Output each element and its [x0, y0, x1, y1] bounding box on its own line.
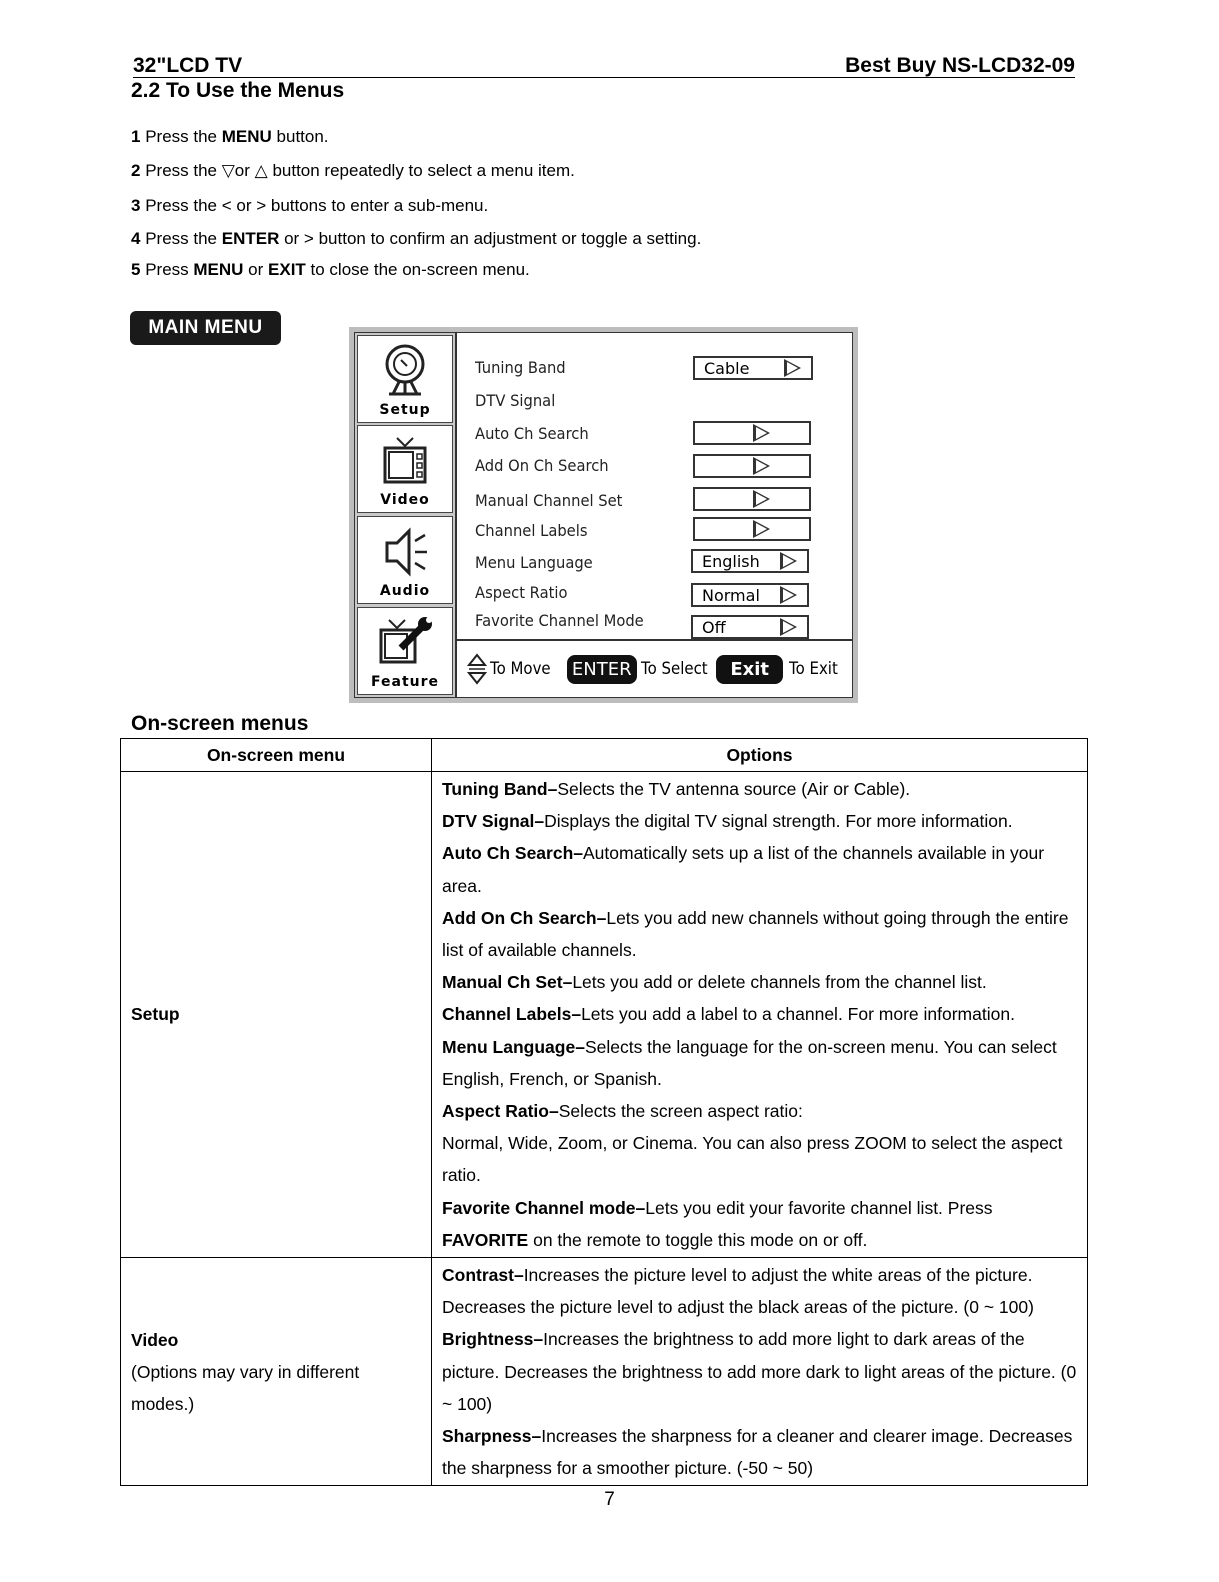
column-header: Options	[432, 739, 1088, 772]
play-arrow-icon	[753, 424, 770, 442]
option-entry: Favorite Channel mode–Lets you edit your favorite channel list. Press FAVORITE on the remote to toggle this mode on or off.	[442, 1197, 993, 1250]
play-arrow-icon	[780, 618, 797, 636]
tv-icon	[379, 432, 431, 488]
tab-setup[interactable]: Setup	[357, 335, 453, 423]
value-tuning-band[interactable]: Cable	[693, 356, 813, 380]
value-add-on-ch-search[interactable]	[693, 454, 811, 478]
menu-option-menu-language[interactable]: Menu Language	[475, 553, 593, 572]
tv-wrench-icon	[375, 614, 435, 670]
option-entry: Auto Ch Search–Automatically sets up a list of the channels available in your area.	[442, 843, 1045, 896]
option-entry: Normal, Wide, Zoom, or Cinema. You can also press ZOOM to select the aspect ratio.	[442, 1133, 1063, 1186]
menu-option-manual-channel-set[interactable]: Manual Channel Set	[475, 491, 623, 510]
menu-option-tuning-band[interactable]: Tuning Band	[475, 358, 566, 377]
value-menu-language[interactable]: English	[691, 549, 809, 573]
option-entry: Aspect Ratio–Selects the screen aspect ratio:	[442, 1101, 803, 1122]
setup-options	[432, 772, 1088, 1258]
menu-name-setup: Setup	[121, 772, 432, 1258]
option-entry: Sharpness–Increases the sharpness for a cleaner and clearer image. Decreases the sharpness for a smoother picture. (-50 ~ 50)	[442, 1426, 1073, 1479]
menu-footer	[457, 639, 852, 697]
onscreen-menus-table	[120, 738, 1088, 1486]
table-header-row	[121, 739, 1088, 772]
option-entry: Add On Ch Search–Lets you add new channels without going through the entire list of available channels.	[442, 907, 1069, 961]
speaker-icon	[379, 523, 431, 579]
play-arrow-icon	[753, 490, 770, 508]
header-rule	[133, 77, 1075, 78]
menu-name-video: Video (Options may vary in different modes.)	[121, 1258, 432, 1486]
tab-feature[interactable]: Feature	[357, 607, 453, 695]
table-row-video	[121, 1258, 1088, 1486]
menu-option-dtv-signal[interactable]: DTV Signal	[475, 391, 556, 410]
option-entry: Tuning Band–Selects the TV antenna source (Air or Cable).	[442, 779, 911, 799]
tab-video[interactable]: Video	[357, 425, 453, 513]
play-arrow-icon	[780, 552, 797, 570]
option-entry: Manual Ch Set–Lets you add or delete channels from the channel list.	[442, 972, 987, 993]
header-model: Best Buy NS-LCD32-09	[845, 54, 1075, 77]
option-entry: Menu Language–Selects the language for the on-screen menu. You can select English, French, or Spanish.	[442, 1036, 1057, 1089]
section-title: 2.2 To Use the Menus	[131, 79, 345, 102]
video-options	[432, 1258, 1088, 1486]
play-arrow-icon	[784, 359, 801, 377]
option-entry: Contrast–Increases the picture level to adjust the white areas of the picture. Decreases the picture level to adjust the black areas of the picture. (0 ~ 100)	[442, 1265, 1034, 1318]
footer-exit-text: To Exit	[789, 659, 838, 679]
value-favorite-channel-mode[interactable]: Off	[691, 615, 809, 639]
step-4: 4 Press the ENTER or > button to confirm an adjustment or toggle a setting.	[131, 229, 702, 248]
page-number: 7	[604, 1489, 615, 1510]
up-down-arrows-icon	[467, 653, 487, 685]
exit-key[interactable]: Exit	[716, 655, 783, 684]
onscreen-menus-title: On-screen menus	[131, 712, 309, 735]
play-arrow-icon	[753, 520, 770, 538]
step-5: 5 Press MENU or EXIT to close the on-screen menu.	[131, 260, 530, 279]
satellite-dish-icon	[379, 342, 431, 398]
value-channel-labels[interactable]	[693, 517, 811, 541]
enter-key[interactable]: ENTER	[567, 655, 637, 684]
option-entry: DTV Signal–Displays the digital TV signal strength. For more information.	[442, 811, 1013, 832]
footer-move-text: To Move	[490, 659, 551, 679]
step-1: 1 Press the MENU button.	[131, 127, 329, 146]
play-arrow-icon	[780, 586, 797, 604]
tv-menu-screenshot	[349, 327, 858, 703]
menu-option-auto-ch-search[interactable]: Auto Ch Search	[475, 424, 589, 443]
header-title: 32"LCD TV	[133, 54, 243, 77]
play-arrow-icon	[753, 457, 770, 475]
value-manual-channel-set[interactable]	[693, 487, 811, 511]
table-row-setup	[121, 772, 1088, 1258]
menu-option-aspect-ratio[interactable]: Aspect Ratio	[475, 583, 568, 602]
menu-option-add-on-ch-search[interactable]: Add On Ch Search	[475, 456, 609, 475]
main-menu-badge: MAIN MENU	[130, 311, 281, 345]
column-header: On-screen menu	[121, 739, 432, 772]
tab-audio[interactable]: Audio	[357, 516, 453, 604]
footer-select-text: To Select	[640, 659, 708, 679]
menu-option-favorite-channel-mode[interactable]: Favorite Channel Mode	[475, 611, 644, 630]
option-entry: Channel Labels–Lets you add a label to a channel. For more information.	[442, 1004, 1015, 1025]
option-entry: Brightness–Increases the brightness to add more light to dark areas of the picture. Decreases the brightness to add more dark to light areas of the picture. (0 ~ 100)	[442, 1329, 1077, 1414]
menu-tabs	[355, 333, 457, 697]
value-aspect-ratio[interactable]: Normal	[691, 583, 809, 607]
step-2: 2 Press the ▽or △ button repeatedly to select a menu item.	[131, 161, 575, 180]
step-3: 3 Press the < or > buttons to enter a sub-menu.	[131, 196, 489, 215]
menu-option-channel-labels[interactable]: Channel Labels	[475, 521, 588, 540]
value-auto-ch-search[interactable]	[693, 421, 811, 445]
